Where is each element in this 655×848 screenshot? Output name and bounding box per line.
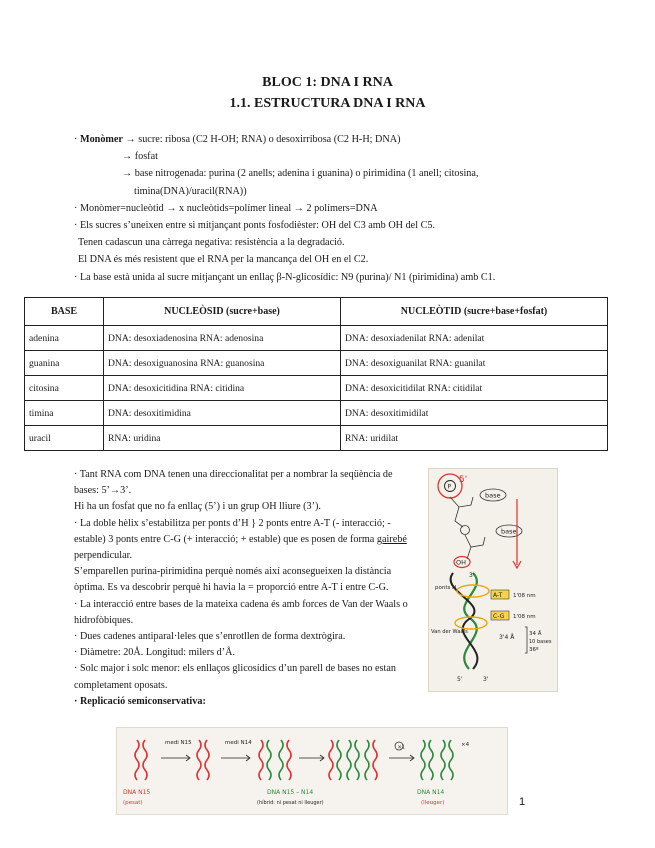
table-header-base: BASE [25,298,104,326]
table-cell: DNA: desoxiguanilat RNA: guanilat [341,351,608,376]
label-hybrid: DNA N15 – N14 [267,789,314,796]
nucleotide-table [24,297,608,451]
intro-section [74,131,614,286]
table-row [25,326,608,351]
step-number: ×1 [397,744,405,751]
pitch-label: 34 Å [529,631,542,637]
body-line: · Solc major i solc menor: els enllaços glicosídics d’un parell de bases no estan [74,663,396,675]
body-line: S’emparellen purina-pirimidina perquè només així aconsegueixen la distància [74,566,392,578]
cg-label: C-G [493,613,505,620]
base-label-1: base [485,491,501,500]
body-line: perpendicular. [74,550,132,562]
body-line: · Diàmetre: 20Å. Longitud: milers d’Å. [74,647,235,659]
replication-figure [116,727,508,815]
sugar-ring-icon [465,535,485,547]
table-row [25,351,608,376]
bottom-five-prime: 5' [457,676,463,683]
table-cell: citosina [25,376,104,401]
intro-line-carrega: Tenen cadascun una càrrega negativa: resistència a la degradació. [78,237,345,249]
table-cell: adenina [25,326,104,351]
label-heavy: DNA N15 [123,789,151,796]
page-number: 1 [519,796,526,808]
table-row [25,376,608,401]
heavy-dna-strand [135,740,139,780]
table-header-nucleoside: NUCLEÒSID (sucre+base) [104,298,341,326]
underlined-word: gairebé [376,533,407,545]
replication-drawing [117,728,507,814]
label-light-sub: (lleuger) [421,800,445,806]
van-der-waals-label: Van der Waals [431,629,468,635]
table-cell: RNA: uridilat [341,426,608,451]
page-title: BLOC 1: DNA I RNA [262,75,393,90]
body-line: Hi ha un fosfat que no fa enllaç (5’) i un grup OH lliure (3’). [74,501,321,513]
monomer-label: Monòmer [79,134,123,145]
table-row [25,401,608,426]
rise-label: 3'4 Å [499,634,515,641]
at-label: A-T [493,592,503,599]
monomer-base-cont: timina(DNA)/uracil(RNA)) [134,185,247,197]
at-distance: 1'08 nm [513,593,536,599]
body-line: · La doble hèlix s’estabilitza per ponts d’H } 2 ponts entre A-T (- interacció; - [74,517,391,529]
copy-count: ×4 [461,742,470,748]
body-line: · La interacció entre bases de la mateixa cadena és amb forces de Van der Waals o [74,598,408,610]
dna-helix-figure [428,468,558,692]
dna-helix-drawing [429,469,557,691]
table-cell: DNA: desoxitimidina [104,401,341,426]
intro-line-resistent: El DNA és més resistent que el RNA per la mancança del OH en el C2. [78,254,369,266]
bases-per-turn-label: 10 bases [529,639,552,645]
intro-line-polimer: · Monòmer=nucleòtid → x nucleòtids=polímer lineal → 2 polímers=DNA [74,202,378,214]
monomer-line: · Monòmer → sucre: ribosa (C2 H-OH; RNA) o desoxirribosa (C2 H-H; DNA) [74,134,401,145]
angle-label: 36º [529,647,539,653]
base-label-2: base [501,527,517,536]
phosphate-label: P [447,483,452,491]
medi-n15-label: medi N15 [165,740,192,746]
five-prime-label: 5' [459,475,468,485]
intro-line-glicosidic: · La base està unida al sucre mitjançant un enllaç β-N-glicosídic: N9 (purina)/ N1 (pirimidina) amb C1. [74,271,496,283]
body-line [74,532,426,548]
table-cell: RNA: uridina [104,426,341,451]
body-section [74,467,426,710]
body-heading-replication: · Replicació semiconservativa: [74,695,206,707]
table-cell: DNA: desoxiguanosina RNA: guanosina [104,351,341,376]
hybrid-dna-strand [259,740,263,780]
oh-label: OH [456,558,467,567]
monomer-base: → base nitrogenada: purina (2 anells; adenina i guanina) o pirimidina (1 anell; citosina, [122,168,479,180]
body-line: · Dues cadenes antiparal·leles que s’enrotllen de forma dextrògira. [74,631,346,643]
left-three-prime: 3' [469,572,475,579]
medi-n14-label: medi N14 [225,740,252,746]
table-cell: DNA: desoxitimidilat [341,401,608,426]
table-cell: timina [25,401,104,426]
table-cell: guanina [25,351,104,376]
body-line: hidrofòbiques. [74,614,134,626]
cg-distance: 1'08 nm [513,614,536,620]
table-cell: DNA: desoxicitidina RNA: citidina [104,376,341,401]
intro-line-fosfodiester: · Els sucres s’uneixen entre si mitjançant ponts fosfodièster: OH del C3 amb OH del C5. [74,220,436,232]
body-text: estable) 3 ponts entre C-G (+ interacció; + estable) que es posen de forma [74,533,377,545]
table-cell: DNA: desoxiadenosina RNA: adenosina [104,326,341,351]
table-header-row [25,298,608,326]
phosphate-icon [461,526,470,535]
label-light: DNA N14 [417,789,445,796]
body-line: bases: 5’→3’. [74,485,132,497]
body-line: òptima. Es va descobrir perquè hi havia la = proporció entre A-T i entre C-G. [74,582,389,594]
page-subtitle: 1.1. ESTRUCTURA DNA I RNA [229,96,426,111]
body-line: · Tant RNA com DNA tenen una direccionalitat per a nombrar la seqüència de [74,469,393,480]
label-hybrid-sub: (híbrid: ni pesat ni lleuger) [257,800,324,806]
table-cell: DNA: desoxicitidilat RNA: citidilat [341,376,608,401]
table-header-nucleotide: NUCLEÒTID (sucre+base+fosfat) [341,298,608,326]
label-heavy-sub: (pesat) [123,800,143,806]
monomer-fosfat: → fosfat [122,151,158,163]
table-row [25,426,608,451]
sugar-ring-icon [450,497,473,507]
body-line: completament oposats. [74,679,168,691]
light-dna-strand [421,740,425,780]
ponts-h-label: ponts H [435,585,457,591]
table-cell: uracil [25,426,104,451]
table-cell: DNA: desoxiadenilat RNA: adenilat [341,326,608,351]
monomer-text: → sucre: ribosa (C2 H-OH; RNA) o desoxirribosa (C2 H-H; DNA) [122,134,401,145]
bottom-three-prime: 3' [483,676,489,683]
